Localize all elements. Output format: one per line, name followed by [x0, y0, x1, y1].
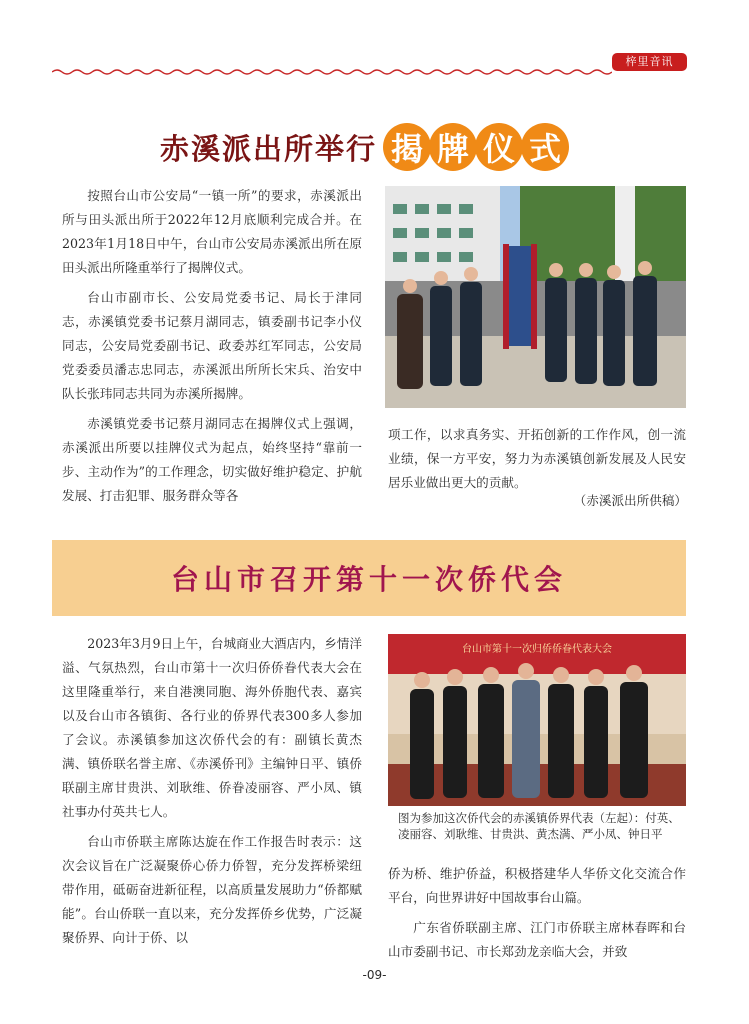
- photo-banner-text: 台山市第十一次归侨侨眷代表大会: [462, 644, 612, 655]
- paragraph: 按照台山市公安局“一镇一所”的要求，赤溪派出所与田头派出所于2022年12月底顺利完成合并。在2023年1月18日中午，台山市公安局赤溪派出所在原田头派出所隆重举行了揭牌仪式。: [62, 188, 362, 275]
- paragraph: 台山市副市长、公安局党委书记、局长于津同志，赤溪镇党委书记蔡月湖同志，镇委副书记李小仪同志，公安局党委副书记、政委苏红军同志，公安局党委委员潘志忠同志，赤溪派出所所长宋兵、治安中队长张玮同志共同为赤溪所揭牌。: [62, 290, 362, 401]
- article1-title: [160, 122, 567, 172]
- section-tag: 梓里音讯: [612, 53, 687, 71]
- article1-credit: （赤溪派出所供稿）: [573, 493, 687, 508]
- article2-title-banner: [52, 540, 686, 616]
- paragraph: 台山市侨联主席陈达旋在作工作报告时表示：这次会议旨在广泛凝聚侨心侨力侨智，充分发挥桥梁纽带作用，砥砺奋进新征程，以高质量发展助力“侨都赋能”。台山侨联一直以来，充分发挥侨乡优势，广泛凝聚侨界、向计于侨、以: [62, 834, 362, 945]
- article2-title: 台山市召开第十一次侨代会: [170, 563, 567, 596]
- title-circle-char: 揭: [383, 123, 431, 171]
- unveiling-ceremony-photo: [385, 186, 686, 408]
- article2-body-right: [388, 862, 686, 970]
- header-wave-divider: [52, 68, 612, 76]
- delegates-group-photo: [388, 634, 686, 806]
- title-circle-char: 式: [521, 123, 569, 171]
- article1-body-left: [62, 184, 362, 514]
- title-circle-char: 仪: [475, 123, 523, 171]
- paragraph: 广东省侨联副主席、江门市侨联主席林春晖和台山市委副书记、市长郑劲龙亲临大会，并致: [388, 920, 686, 959]
- article1-title-highlight: [383, 123, 567, 171]
- paragraph: 赤溪镇党委书记蔡月湖同志在揭牌仪式上强调，赤溪派出所要以挂牌仪式为起点，始终坚持“靠前一步、主动作为”的工作理念，切实做好维护稳定、护航发展、打击犯罪、服务群众等各: [62, 416, 362, 503]
- article2-body-left: [62, 632, 362, 956]
- article1-title-plain: 赤溪派出所举行: [160, 131, 378, 166]
- photo-caption: 图为参加这次侨代会的赤溪镇侨界代表（左起）：付英、凌丽容、刘耿维、甘贵洪、黄杰满、严小凤、钟日平: [398, 811, 680, 841]
- title-circle-char: 牌: [429, 123, 477, 171]
- paragraph: 项工作，以求真务实、开拓创新的工作作风，创一流业绩，保一方平安，努力为赤溪镇创新发展及人民安居乐业做出更大的贡献。: [388, 427, 686, 490]
- paragraph: 侨为桥、维护侨益，积极搭建华人华侨文化交流合作平台，向世界讲好中国故事台山篇。: [388, 866, 686, 905]
- page-number: -09-: [362, 968, 387, 982]
- paragraph: 2023年3月9日上午，台城商业大酒店内，乡情洋溢、气氛热烈，台山市第十一次归侨侨眷代表大会在这里隆重举行，来自港澳同胞、海外侨胞代表、嘉宾以及台山市各镇街、各行业的侨界代表300多人参加了会议。赤溪镇参加这次侨代会的有：副镇长黄杰满、镇侨联名誉主席、《赤溪侨刊》主编钟日平、镇侨联副主席甘贵洪、刘耿维、侨眷凌丽容、严小凤、镇社事办付英共七人。: [62, 636, 362, 819]
